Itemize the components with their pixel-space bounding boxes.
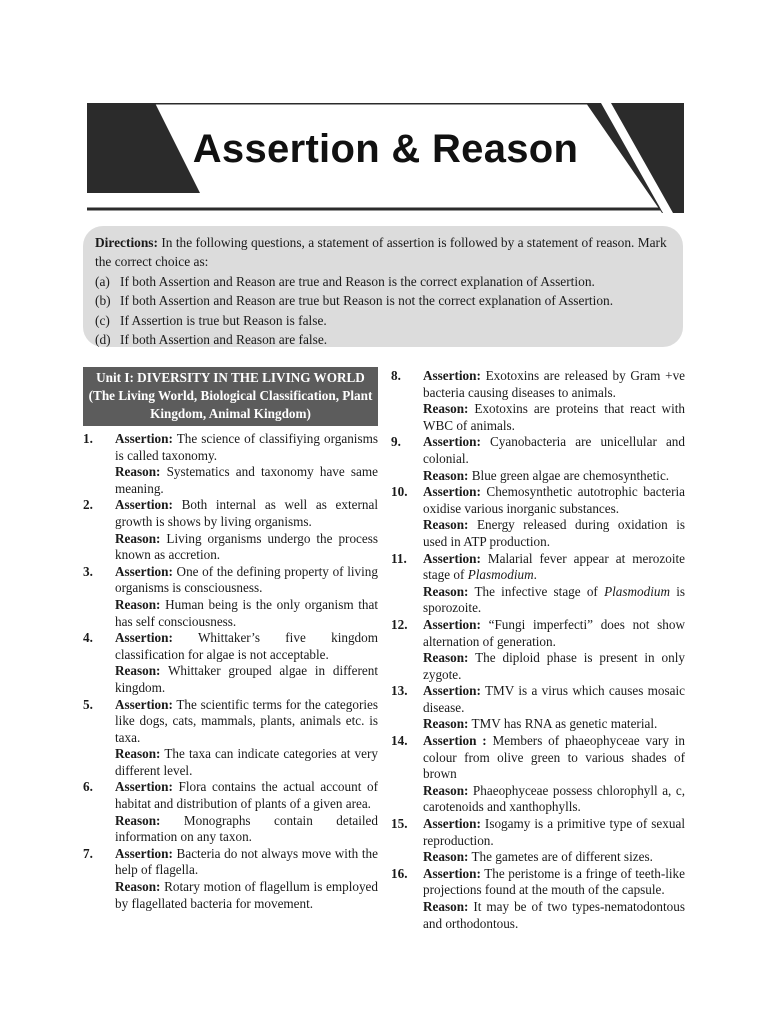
assertion-label: Assertion:: [423, 434, 481, 450]
reason-text: Living organisms undergo the process known as accretion.: [115, 530, 379, 563]
assertion-text: Both internal as well as external growth is shows by living organisms.: [115, 497, 379, 529]
assertion-text: “Fungi imperfecti” does not show alternation of generation.: [423, 616, 685, 649]
reason-label: Reason:: [423, 467, 469, 483]
question-number: 5.: [83, 696, 93, 712]
assertion-label: Assertion:: [115, 845, 173, 861]
question-number: 3.: [83, 563, 93, 579]
question-9: [391, 434, 685, 484]
unit-header: [83, 367, 378, 426]
option-label: (c): [95, 312, 110, 328]
reason-text-end: is sporozoite.: [423, 583, 686, 616]
reason-label: Reason:: [115, 812, 161, 828]
reason-label: Reason:: [423, 716, 469, 732]
assertion-label: Assertion:: [115, 630, 173, 646]
reason-italic-term: Plasmodium: [604, 583, 670, 599]
option-text: If both Assertion and Reason are false.: [120, 332, 328, 348]
assertion-label: Assertion:: [423, 616, 481, 632]
assertion-text: Bacteria do not always move with the help of flagella.: [115, 845, 378, 878]
reason-text: Rotary motion of flagellum is employed by flagellated bacteria for movement.: [115, 879, 379, 911]
assertion-label: Assertion:: [423, 816, 481, 832]
assertion-label: Assertion:: [423, 368, 481, 383]
assertion-italic-term: Plasmodium: [467, 567, 534, 583]
question-number: 10.: [391, 484, 408, 500]
reason-text: The gametes are of different sizes.: [471, 849, 653, 865]
assertion-text: One of the defining property of living organisms is consciousness.: [115, 563, 378, 596]
option-d: [95, 330, 671, 349]
reason-label: Reason:: [115, 663, 161, 679]
question-13: [391, 683, 685, 733]
unit-title: Unit I: DIVERSITY IN THE LIVING WORLD: [96, 370, 365, 385]
reason-text: Systematics and taxonomy have same meaning.: [115, 464, 378, 496]
reason-label: Reason:: [423, 401, 469, 417]
assertion-text: The science of classifiying organisms is called taxonomy.: [115, 431, 378, 463]
option-label: (d): [95, 332, 111, 348]
assertion-label: Assertion:: [423, 865, 481, 881]
question-14: [391, 733, 685, 816]
assertion-text: Exotoxins are released by Gram +ve bacteria causing diseases to animals.: [423, 368, 686, 400]
reason-label: Reason:: [115, 879, 161, 895]
reason-label: Reason:: [423, 517, 469, 533]
question-5: [83, 697, 378, 780]
assertion-label: Assertion:: [115, 497, 173, 513]
question-8: [391, 368, 685, 434]
question-1: [83, 431, 378, 497]
question-16: [391, 866, 685, 932]
right-column: [391, 368, 685, 932]
question-number: 9.: [391, 434, 401, 450]
option-a: [95, 272, 671, 291]
reason-label: Reason:: [115, 464, 161, 480]
reason-label: Reason:: [423, 650, 469, 666]
option-c: [95, 311, 671, 330]
question-3: [83, 564, 378, 630]
option-text: If both Assertion and Reason are true but Reason is not the correct explanation of Assertion.: [120, 293, 614, 309]
assertion-text: Isogamy is a primitive type of sexual reproduction.: [423, 816, 685, 848]
assertion-label: Assertion:: [423, 550, 481, 566]
reason-text: Monographs contain detailed information on any taxon.: [115, 812, 378, 845]
question-number: 11.: [391, 550, 407, 566]
reason-text: The infective stage of: [474, 583, 605, 599]
reason-text: Phaeophyceae possess chlorophyll a, c, carotenoids and xanthophylls.: [423, 782, 685, 815]
reason-text: Exotoxins are proteins that react with WBC of animals.: [423, 401, 686, 433]
assertion-text: Malarial fever appear at merozoite stage of: [423, 550, 685, 583]
question-number: 13.: [391, 683, 408, 699]
assertion-text: The peristome is a fringe of teeth-like projections found at the mouth of the capsule.: [423, 865, 685, 898]
assertion-label: Assertion:: [423, 683, 481, 699]
assertion-text: Whittaker’s five kingdom classification for algae is not acceptable.: [115, 630, 379, 662]
reason-label: Reason:: [115, 746, 161, 762]
directions-intro: [95, 233, 671, 272]
assertion-label: Assertion:: [115, 431, 173, 446]
page-title: Assertion & Reason: [192, 127, 579, 171]
reason-label: Reason:: [423, 849, 469, 865]
option-text: If Assertion is true but Reason is false.: [120, 312, 327, 328]
title-banner: [87, 103, 684, 213]
directions-label: Directions:: [95, 235, 158, 250]
question-10: [391, 484, 685, 550]
question-7: [83, 846, 378, 912]
question-number: 12.: [391, 616, 408, 632]
reason-text: Human being is the only organism that has self consciousness.: [115, 596, 378, 629]
assertion-label: Assertion:: [115, 696, 173, 712]
assertion-text: TMV is a virus which causes mosaic disease.: [423, 683, 686, 715]
directions-box: [83, 226, 683, 347]
question-12: [391, 617, 685, 683]
question-number: 14.: [391, 733, 408, 749]
reason-text: TMV has RNA as genetic material.: [471, 716, 658, 732]
reason-text: The taxa can indicate categories at very different level.: [115, 746, 378, 778]
directions-text: In the following questions, a statement of assertion is followed by a statement of reason. Mark the correct choice as:: [95, 235, 667, 270]
reason-label: Reason:: [115, 596, 161, 612]
unit-subtitle: (The Living World, Biological Classification, Plant Kingdom, Animal Kingdom): [88, 388, 373, 421]
assertion-text: Cyanobacteria are unicellular and colonial.: [423, 434, 685, 466]
question-15: [391, 816, 685, 866]
question-number: 15.: [391, 816, 408, 832]
reason-text: The diploid phase is present in only zygote.: [423, 650, 685, 682]
question-number: 16.: [391, 865, 408, 881]
question-number: 1.: [83, 431, 93, 446]
assertion-text: The scientific terms for the categories like dogs, cats, mammals, plants, animals etc. is taxa.: [115, 696, 379, 745]
option-text: If both Assertion and Reason are true and Reason is the correct explanation of Assertion.: [120, 273, 595, 289]
option-label: (a): [95, 273, 110, 289]
reason-label: Reason:: [115, 530, 161, 546]
reason-label: Reason:: [423, 583, 469, 599]
assertion-text: Chemosynthetic autotrophic bacteria oxidise various inorganic substances.: [423, 484, 685, 516]
question-number: 7.: [83, 845, 93, 861]
assertion-label: Assertion :: [423, 733, 487, 749]
reason-text: Whittaker grouped algae in different kingdom.: [115, 663, 379, 695]
reason-label: Reason:: [423, 899, 469, 914]
assertion-text-end: .: [533, 567, 537, 583]
assertion-label: Assertion:: [115, 563, 173, 579]
left-column: [83, 367, 378, 912]
reason-text: Energy released during oxidation is used in ATP production.: [423, 517, 686, 549]
reason-text: Blue green algae are chemosynthetic.: [471, 467, 670, 483]
question-6: [83, 779, 378, 845]
assertion-label: Assertion:: [115, 779, 173, 795]
question-number: 8.: [391, 368, 401, 383]
question-number: 4.: [83, 630, 93, 646]
option-b: [95, 291, 671, 310]
assertion-label: Assertion:: [423, 484, 481, 500]
reason-text: It may be of two types-nematodontous and orthodontous.: [423, 899, 685, 931]
assertion-text: Members of phaeophyceae vary in colour from olive green to various shades of brown: [423, 733, 685, 782]
question-number: 6.: [83, 779, 93, 795]
option-label: (b): [95, 293, 111, 309]
assertion-text: Flora contains the actual account of habitat and distribution of plants of a given area.: [115, 779, 378, 812]
reason-label: Reason:: [423, 782, 469, 798]
question-number: 2.: [83, 497, 93, 513]
question-11: [391, 551, 685, 617]
question-4: [83, 630, 378, 696]
question-2: [83, 497, 378, 563]
